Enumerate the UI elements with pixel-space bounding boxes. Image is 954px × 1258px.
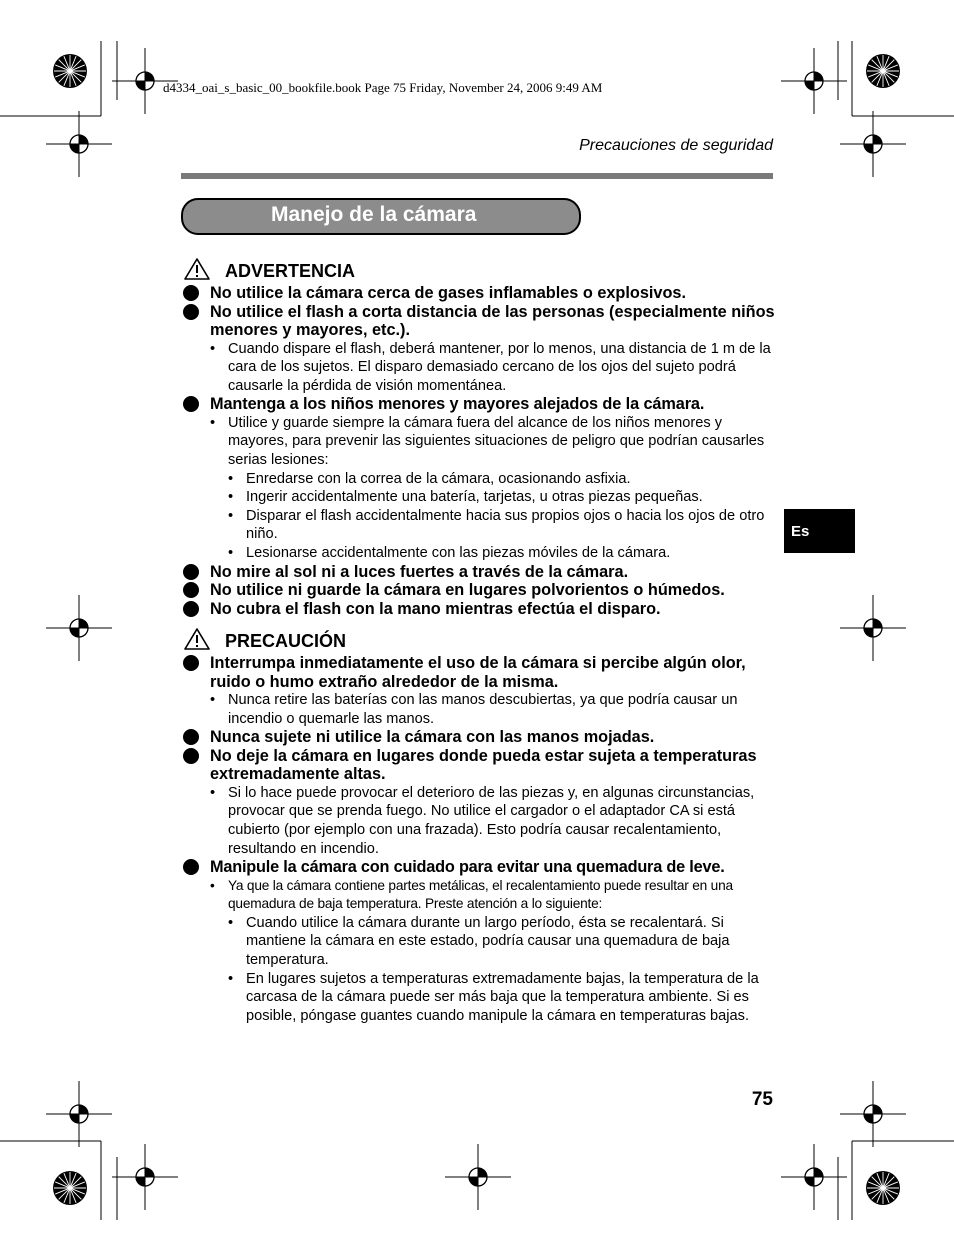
print-info: d4334_oai_s_basic_00_bookfile.book Page 75 Friday, November 24, 2006 9:49 AM xyxy=(163,80,603,95)
language-label: Es xyxy=(791,523,810,540)
running-head: Precauciones de seguridad xyxy=(579,137,773,154)
warning-item: No cubra el flash con la mano mientras efectúa el disparo. xyxy=(181,600,775,619)
bullet-item: • Si lo hace puede provocar el deterioro de las piezas y, en algunas circunstancias, provocar que se prenda fuego. No utilice el cargador o el adaptador CA si está cubierto (por ejemplo con una frazada). Esto podría causar recalentamiento, resultando en incendio. xyxy=(181,784,775,858)
sub-bullet-item: • En lugares sujetos a temperaturas extremadamente bajas, la temperatura de la carcasa de la cámara puede ser más baja que la temperatura ambiente. Si es posible, póngase guantes cuando manipule la cámara en temperaturas bajas. xyxy=(181,970,775,1026)
bullet-item: • Utilice y guarde siempre la cámara fuera del alcance de los niños menores y mayores, para prevenir las siguientes situaciones de peligro que podrían causarles serias lesiones: xyxy=(181,414,775,470)
sub-bullet-item: • Enredarse con la correa de la cámara, ocasionando asfixia. xyxy=(181,470,775,489)
sub-bullet-item: • Cuando utilice la cámara durante un largo período, ésta se recalentará. Si mantiene la cámara en este estado, podría causar una quemadura de baja temperatura. xyxy=(181,914,775,970)
caution-item: Interrumpa inmediatamente el uso de la cámara si percibe algún olor, ruido o humo extraño alrededor de la misma. xyxy=(181,654,775,691)
warning-item: No utilice la cámara cerca de gases inflamables o explosivos. xyxy=(181,284,775,303)
caution-item: Nunca sujete ni utilice la cámara con las manos mojadas. xyxy=(181,728,775,747)
warning-item: No mire al sol ni a luces fuertes a través de la cámara. xyxy=(181,563,775,582)
warning-triangle-icon xyxy=(183,627,211,651)
warning-item: No utilice el flash a corta distancia de las personas (especialmente niños menores y mayores, etc.). xyxy=(181,303,775,340)
page-number: 75 xyxy=(751,1089,773,1110)
bullet-item: • Nunca retire las baterías con las manos descubiertas, ya que podría causar un incendio o quemarle las manos. xyxy=(181,691,775,728)
advertencia-heading xyxy=(181,257,775,284)
bullet-item: • Cuando dispare el flash, deberá mantener, por lo menos, una distancia de 1 m de la cara de los sujetos. El disparo demasiado cercano de los ojos del sujeto podrá causarle la pérdida de visión momentánea. xyxy=(181,340,775,396)
precaucion-heading xyxy=(181,627,775,654)
warning-triangle-icon xyxy=(183,257,211,281)
advertencia-title: ADVERTENCIA xyxy=(225,261,356,281)
precaucion-title: PRECAUCIÓN xyxy=(225,631,347,652)
language-tab xyxy=(784,509,855,553)
sub-bullet-item: • Disparar el flash accidentalmente hacia sus propios ojos o hacia los ojos de otro niño. xyxy=(181,507,775,544)
warning-item: Mantenga a los niños menores y mayores alejados de la cámara. xyxy=(181,395,775,414)
bullet-item: • Ya que la cámara contiene partes metálicas, el recalentamiento puede resultar en una quemadura de baja temperatura. Preste atención a lo siguiente: xyxy=(181,877,775,914)
header-rule xyxy=(181,173,773,179)
caution-item: No deje la cámara en lugares donde pueda estar sujeta a temperaturas extremadamente altas. xyxy=(181,747,775,784)
sub-bullet-item: • Ingerir accidentalmente una batería, tarjetas, u otras piezas pequeñas. xyxy=(181,488,775,507)
sub-bullet-item: • Lesionarse accidentalmente con las piezas móviles de la cámara. xyxy=(181,544,775,563)
warning-item: No utilice ni guarde la cámara en lugares polvorientos o húmedos. xyxy=(181,581,775,600)
section-title: Manejo de la cámara xyxy=(271,203,477,226)
section-banner xyxy=(181,198,581,235)
content xyxy=(181,257,775,1025)
caution-item: Manipule la cámara con cuidado para evitar una quemadura de leve. xyxy=(181,858,775,877)
